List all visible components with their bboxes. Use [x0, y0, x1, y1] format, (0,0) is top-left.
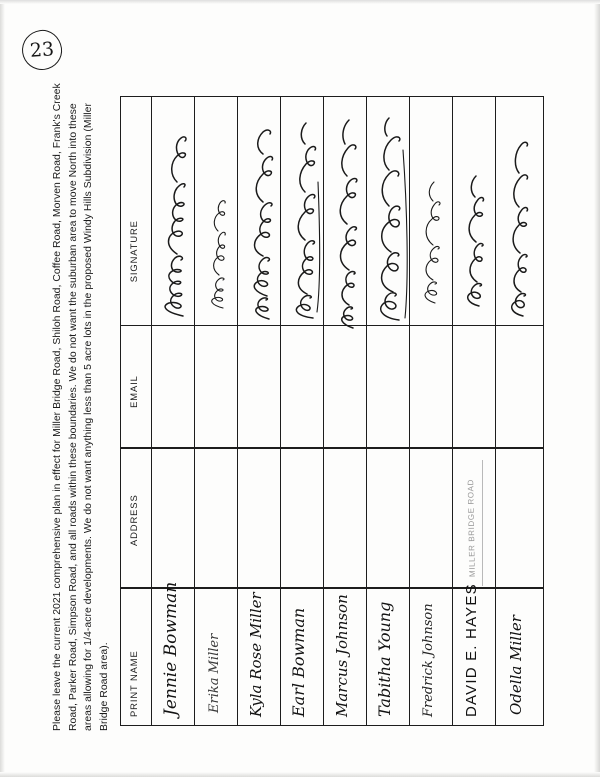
page-number-text: 23	[29, 38, 55, 62]
intro-paragraph: Please leave the current 2021 comprehensive plan in effect for Miller Bridge Road, Shiloh Road, Coffee Road, Morven Road, Frank's Creek Road, Parker Road, Simpson Road, and all roads within these boundaries. We do not want the suburban area to move North into these areas allowing for 1/4-acre developments. We do not want anything less than 5 acre lots in the proposed Windy Hills Subdivision (Miller Bridge Road area).	[52, 82, 110, 731]
row-divider-7	[452, 97, 453, 725]
signature-table	[120, 96, 544, 726]
column-divider-2	[121, 447, 543, 449]
header-divider	[151, 97, 152, 725]
column-header-address: ADDRESS	[128, 493, 139, 546]
cell-print-name-4: Earl Bowman	[289, 607, 308, 717]
cell-signature-9	[503, 134, 533, 319]
cell-signature-4	[287, 116, 323, 321]
cell-signature-2	[205, 190, 229, 310]
row-divider-1	[194, 97, 195, 725]
cell-print-name-7: Fredrick Johnson	[421, 602, 436, 717]
scan-edge-top	[0, 0, 600, 4]
cell-print-name-6: Tabitha Young	[375, 601, 394, 717]
cell-signature-1	[157, 109, 191, 319]
petition-sheet	[40, 39, 560, 739]
scan-edge-left	[0, 0, 5, 777]
column-header-email: EMAIL	[128, 374, 139, 408]
cell-signature-7	[417, 177, 443, 307]
row-divider-4	[323, 97, 324, 725]
row-divider-5	[366, 97, 367, 725]
row-divider-8	[495, 97, 496, 725]
cell-address-stray-rule	[482, 460, 483, 586]
cell-print-name-2: Erika Miller	[207, 633, 222, 713]
cell-signature-6	[371, 114, 409, 326]
cell-signature-8	[459, 170, 487, 310]
column-header-signature: SIGNATURE	[128, 219, 139, 282]
cell-print-name-3: Kyla Rose Miller	[247, 591, 265, 717]
row-divider-6	[409, 97, 410, 725]
row-divider-3	[280, 97, 281, 725]
scan-edge-right	[594, 0, 600, 777]
cell-signature-5	[329, 114, 365, 332]
scan-edge-bottom	[0, 772, 600, 777]
cell-print-name-8: DAVID E. HAYES	[463, 582, 480, 717]
row-divider-2	[237, 97, 238, 725]
column-header-print-name: PRINT NAME	[128, 649, 139, 717]
cell-address-stray-text: MILLER BRIDGE ROAD	[466, 478, 477, 577]
cell-print-name-1: Jennie Bowman	[161, 581, 181, 716]
cell-print-name-9: Odella Miller	[507, 614, 525, 715]
cell-signature-3	[245, 121, 279, 321]
cell-print-name-5: Marcus Johnson	[333, 593, 351, 717]
